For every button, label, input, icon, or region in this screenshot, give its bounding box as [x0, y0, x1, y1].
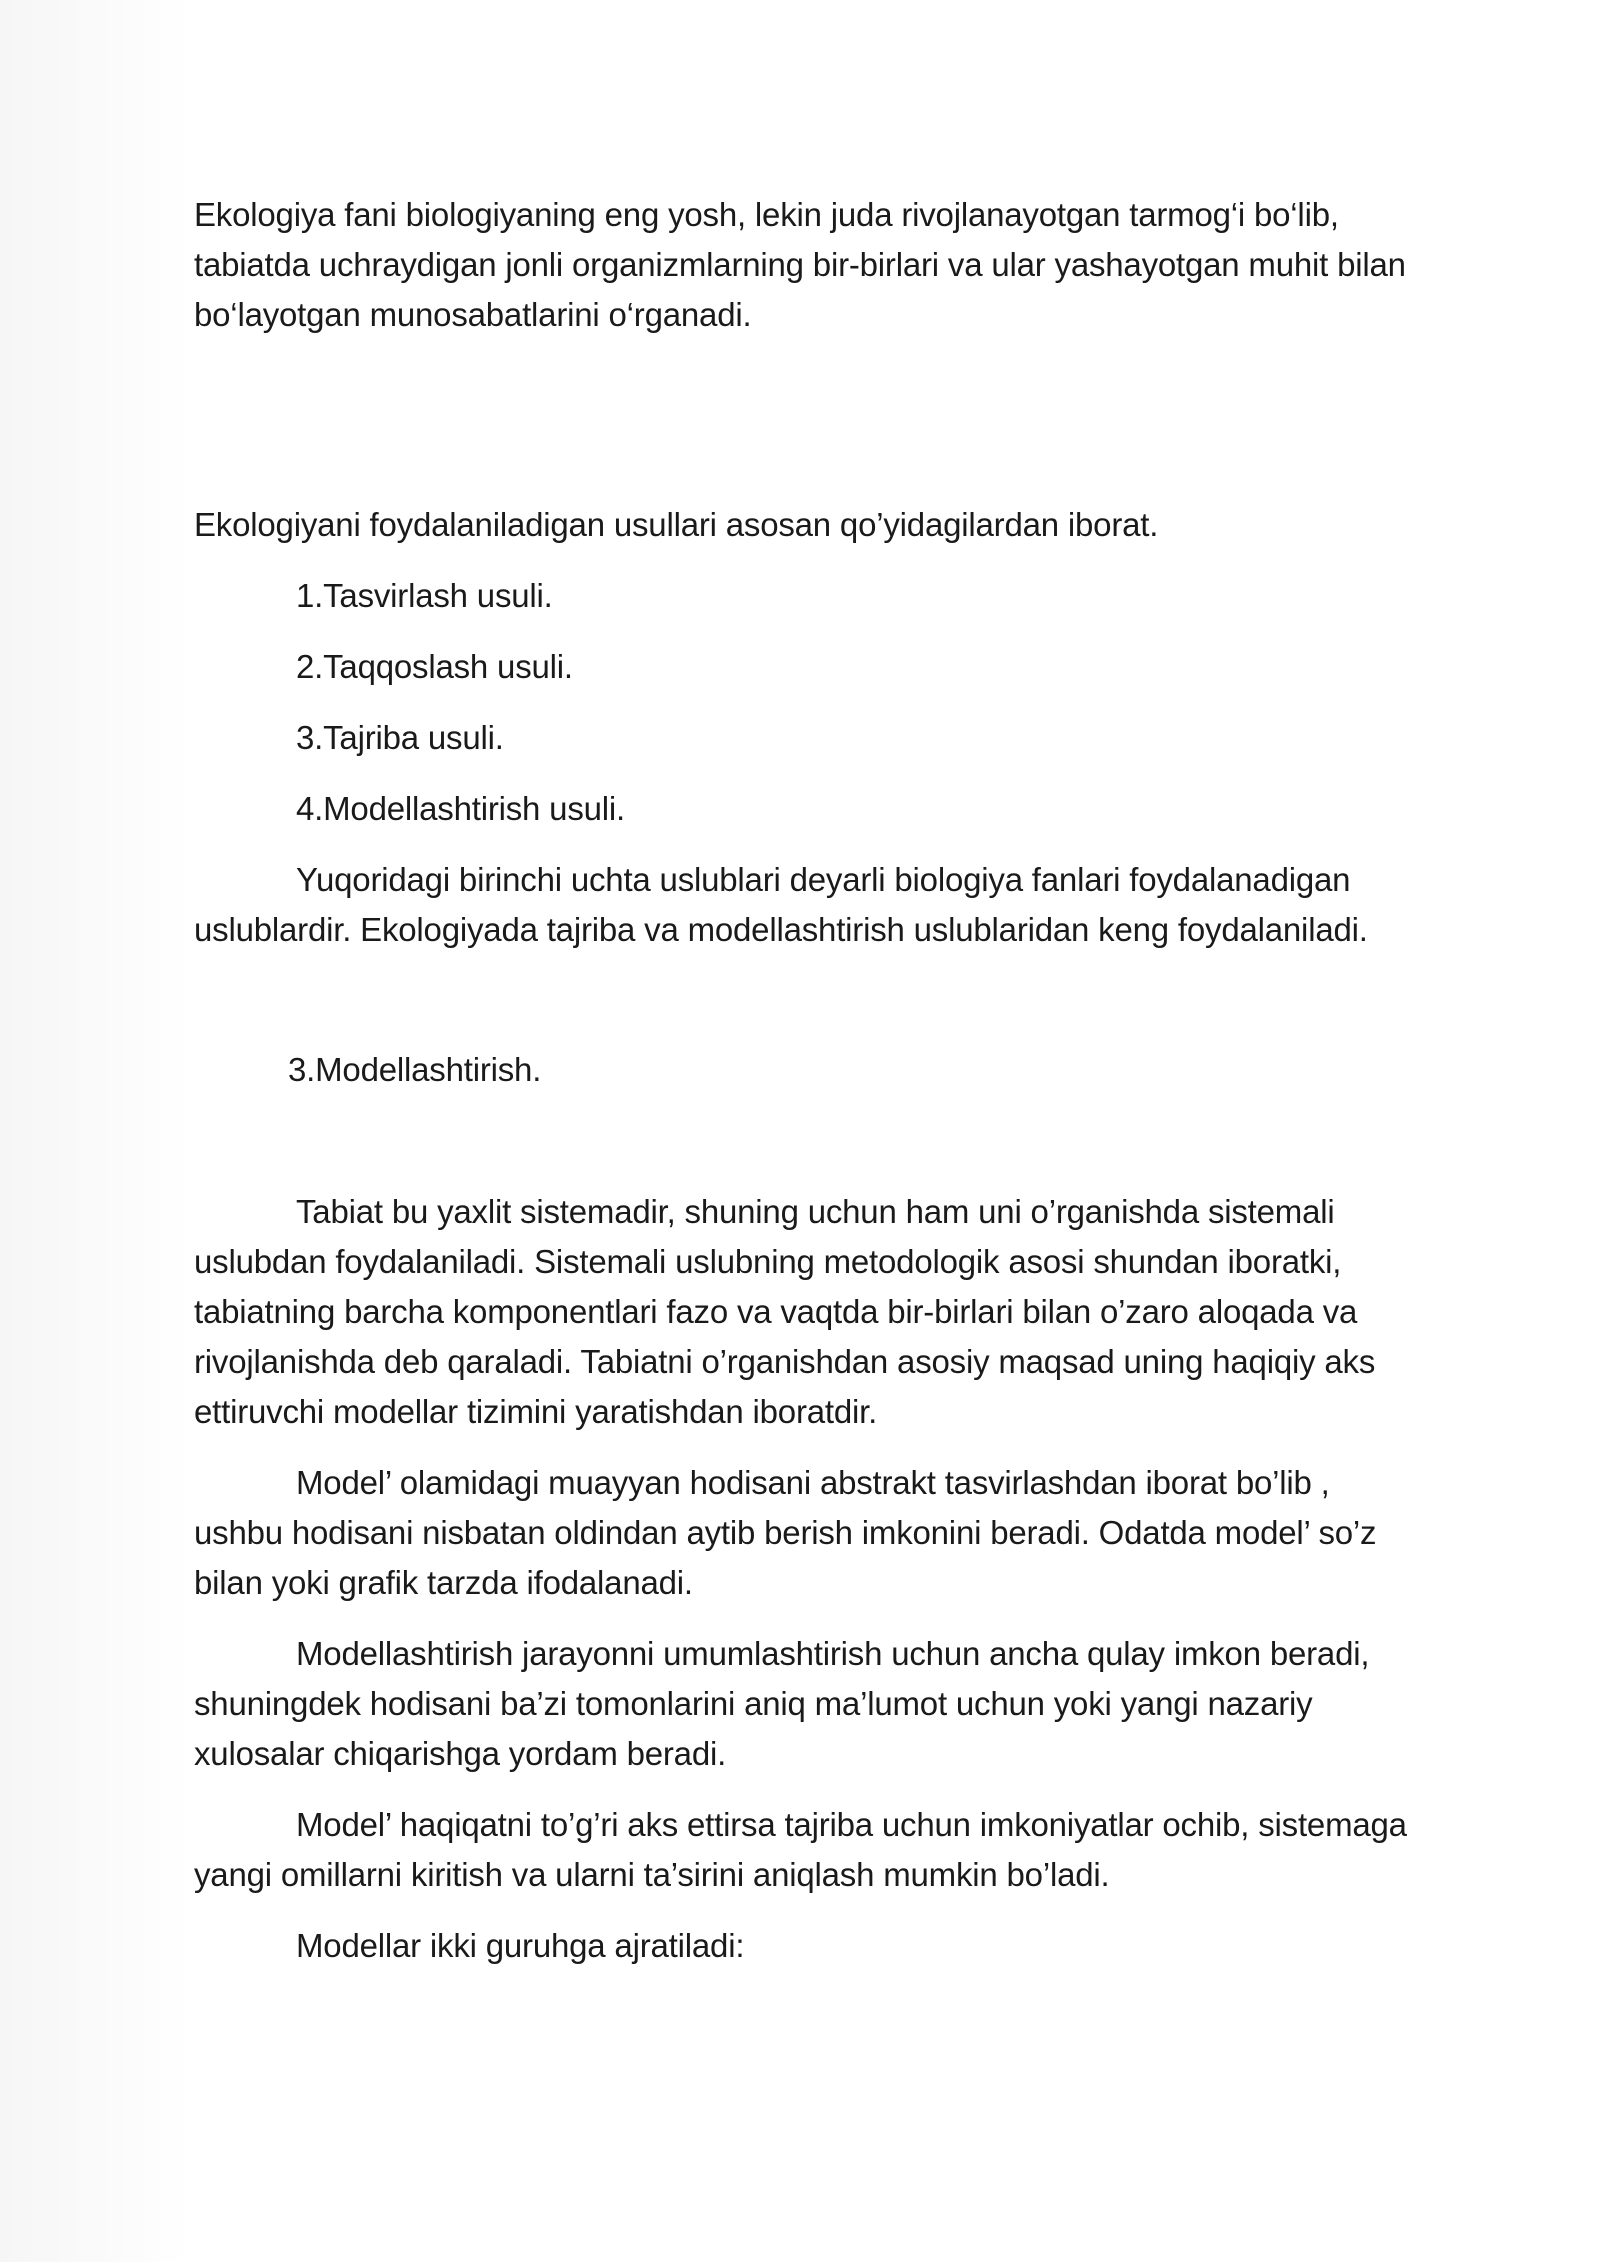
model-definition-paragraph: Model’ olamidagi muayyan hodisani abstrakt tasvirlashdan iborat bo’lib , ushbu hodisani nisbatan oldindan aytib berish imkonini beradi. Odatda model’ so’z bilan yoki grafik tarzda ifodalanadi.	[194, 1464, 1377, 1601]
model-reality-paragraph: Model’ haqiqatni to’g’ri aks ettirsa tajriba uchun imkoniyatlar ochib, sistemaga yangi omillarni kiritish va ularni ta’sirini aniqlash mumkin bo’ladi.	[194, 1806, 1407, 1893]
modelling-benefits-paragraph: Modellashtirish jarayonni umumlashtirish uchun ancha qulay imkon beradi, shuningdek hodisani ba’zi tomonlarini aniq ma’lumot uchun yoki yangi nazariy xulosalar chiqarishga yordam beradi.	[194, 1635, 1370, 1772]
model-groups-paragraph: Modellar ikki guruhga ajratiladi:	[296, 1927, 745, 1964]
method-item-1: 1.Tasvirlash usuli.	[296, 577, 553, 614]
methods-intro-paragraph: Ekologiyani foydalaniladigan usullari asosan qo’yidagilardan iborat.	[194, 506, 1159, 543]
method-item-2: 2.Taqqoslash usuli.	[296, 648, 573, 685]
section-heading: 3.Modellashtirish.	[288, 1051, 542, 1088]
method-item-4: 4.Modellashtirish usuli.	[296, 790, 626, 827]
page-margin-shade	[0, 0, 190, 2262]
document-body	[194, 190, 1414, 1971]
method-item-3: 3.Tajriba usuli.	[296, 719, 504, 756]
intro-paragraph: Ekologiya fani biologiyaning eng yosh, lekin juda rivojlanayotgan tarmog‘i bo‘lib, tabiatda uchraydigan jonli organizmlarning bir-birlari va ular yashayotgan muhit bilan bo‘layotgan munosabatlarini o‘rganadi.	[194, 196, 1406, 333]
system-paragraph: Tabiat bu yaxlit sistemadir, shuning uchun ham uni o’rganishda sistemali uslubdan foydalaniladi. Sistemali uslubning metodologik asosi shundan iboratki, tabiatning barcha komponentlari fazo va vaqtda bir-birlari bilan o’zaro aloqada va rivojlanishda deb qaraladi. Tabiatni o’rganishdan asosiy maqsad uning haqiqiy aks ettiruvchi modellar tizimini yaratishdan iboratdir.	[194, 1193, 1376, 1430]
methods-usage-paragraph: Yuqoridagi birinchi uchta uslublari deyarli biologiya fanlari foydalanadigan uslublardir. Ekologiyada tajriba va modellashtirish uslublaridan keng foydalaniladi.	[194, 861, 1368, 948]
